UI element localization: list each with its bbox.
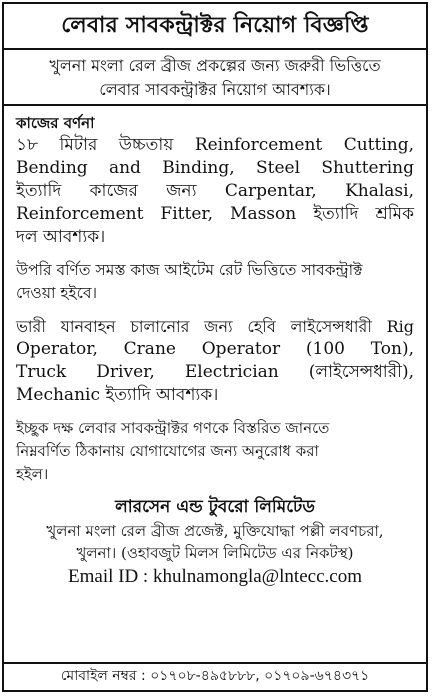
- paragraph-line: হইল।: [16, 465, 49, 483]
- paragraph-line: Truck Driver, Electrician (লাইসেন্সধারী),: [16, 362, 414, 382]
- work-heading: কাজের বর্ণনা: [16, 114, 95, 132]
- paragraph-line: Bending and Binding, Steel Shuttering: [16, 158, 414, 178]
- contact-email: Email ID : khulnamongla@lntecc.com: [68, 566, 362, 587]
- subtitle-line: লেবার সাবকন্ট্রাক্টর নিয়োগ আবশ্যক।: [99, 80, 331, 99]
- paragraph-line: দল আবশ্যক।: [16, 227, 106, 247]
- ad-title: লেবার সাবকন্ট্রাক্টর নিয়োগ বিজ্ঞপ্তি: [4, 4, 426, 50]
- work-description-section: [4, 112, 426, 590]
- paragraph-line: ইচ্ছুক দক্ষ লেবার সাবকন্ট্রাক্টর গণকে বিস্তরিত জানতে: [16, 419, 330, 437]
- address-line: খুলনা মংলা রেল ব্রীজ প্রজেক্ট, মুক্তিযোদ্ধা পল্লী লবণচরা,: [46, 522, 384, 540]
- paragraph-line: দেওয়া হইবে।: [16, 284, 97, 302]
- paragraph-line: Operator, Crane Operator (100 Ton),: [16, 339, 414, 359]
- paragraph-line: নিম্নবর্ণিত ঠিকানায় যোগাযোগের জন্য অনুরোধ করা: [16, 442, 319, 460]
- company-name: লারসেন এন্ড টুবরো লিমিটেড: [115, 497, 315, 517]
- subtitle-line: খুলনা মংলা রেল ব্রীজ প্রকল্পের জন্য জরুরী ভিত্তিতে: [49, 56, 381, 75]
- contact-mobile: মোবাইল নম্বর : ০১৭০৮-৪৯৫৮৮৮, ০১৭০৯-৬৭৪৩৭১: [4, 662, 426, 690]
- ad-subtitle: [4, 50, 426, 106]
- paragraph-line: ইত্যাদি কাজের জন্য Carpentar, Khalasi,: [16, 181, 414, 201]
- paragraph-line: ভারী যানবাহন চালানোর জন্য হেবি লাইসেন্সধারী Rig: [16, 317, 414, 336]
- paragraph-line: Mechanic ইত্যাদি আবশ্যক।: [16, 385, 219, 405]
- paragraph-line: Reinforcement Fitter, Masson ইত্যাদি শ্রমিক: [16, 204, 414, 224]
- address-line: খুলনা। (ওহাবজুট মিলস লিমিটেড এর নিকটস্থ): [76, 544, 354, 562]
- paragraph-line: ১৮ মিটার উচ্চতায় Reinforcement Cutting,: [16, 135, 414, 155]
- job-advertisement: [2, 2, 428, 692]
- paragraph-line: উপরি বর্ণিত সমস্ত কাজ আইটেম রেট ভিত্তিতে সাবকন্ট্রাক্ট: [16, 261, 363, 279]
